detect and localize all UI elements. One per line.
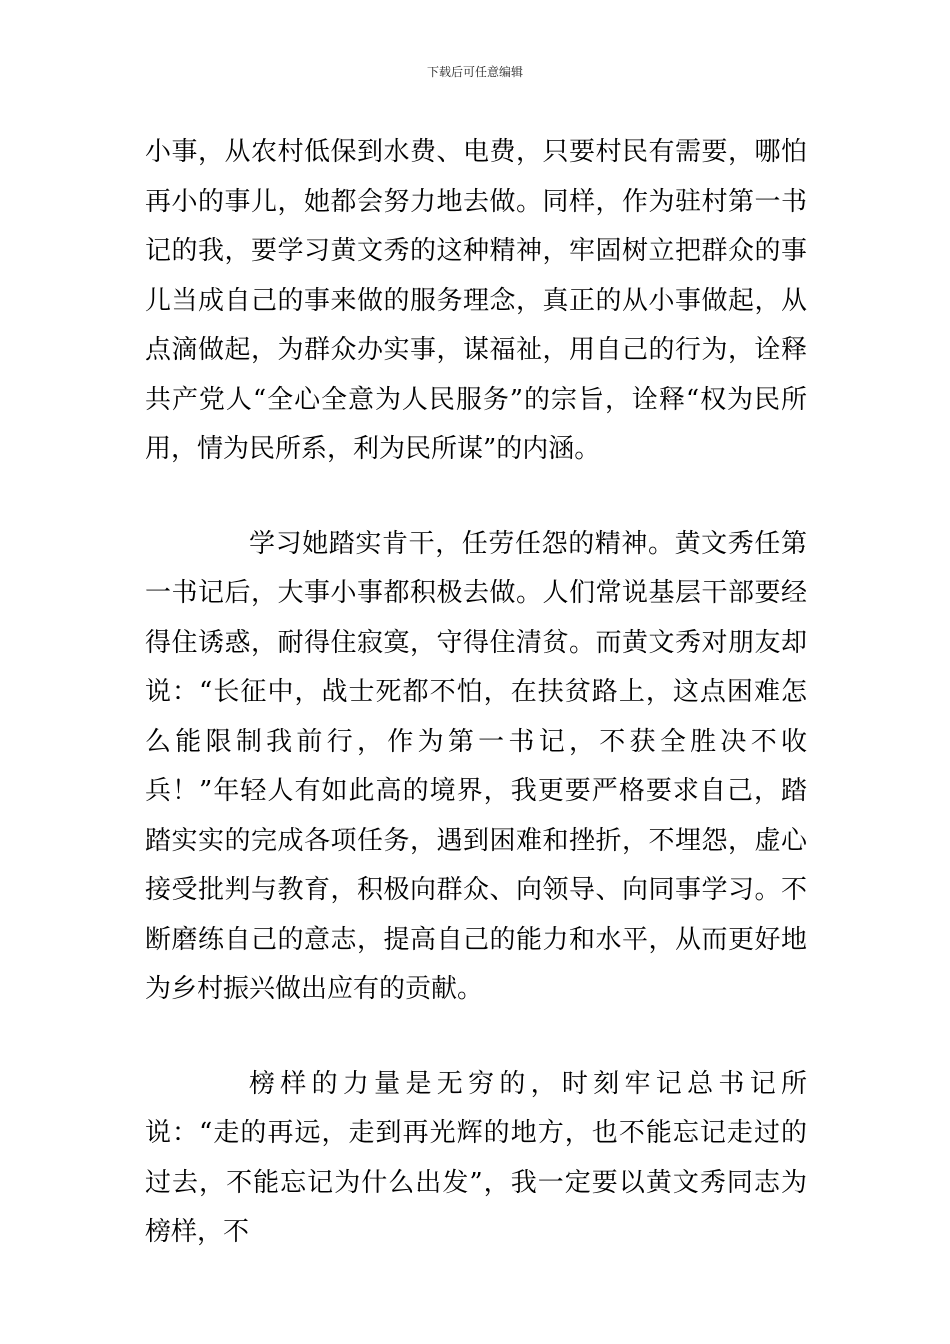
document-body xyxy=(145,128,807,1258)
page-header: 下载后可任意编辑 xyxy=(426,65,523,79)
paragraph-3: 榜样的力量是无穷的，时刻牢记总书记所说：“走的再远，走到再光辉的地方，也不能忘记走过的过去，不能忘记为什么出发”，我一定要以黄文秀同志为榜样，不 xyxy=(145,1068,807,1247)
paragraph-2: 学习她踏实肯干，任劳任怨的精神。黄文秀任第一书记后，大事小事都积极去做。人们常说基层干部要经得住诱惑，耐得住寂寞，守得住清贫。而黄文秀对朋友却说：“长征中，战士死都不怕，在扶贫路上，这点困难怎么能限制我前行，作为第一书记，不获全胜决不收兵！”年轻人有如此高的境界，我更要严格要求自己，踏踏实实的完成各项任务，遇到困难和挫折，不埋怨，虚心接受批判与教育，积极向群众、向领导、向同事学习。不断磨练自己的意志，提高自己的能力和水平，从而更好地为乡村振兴做出应有的贡献。 xyxy=(145,528,807,1004)
paragraph-1: 小事，从农村低保到水费、电费，只要村民有需要，哪怕再小的事儿，她都会努力地去做。同样，作为驻村第一书记的我，要学习黄文秀的这种精神，牢固树立把群众的事儿当成自己的事来做的服务理念，真正的从小事做起，从点滴做起，为群众办实事，谋福祉，用自己的行为，诠释共产党人“全心全意为人民服务”的宗旨，诠释“权为民所用，情为民所系，利为民所谋”的内涵。 xyxy=(145,137,807,464)
